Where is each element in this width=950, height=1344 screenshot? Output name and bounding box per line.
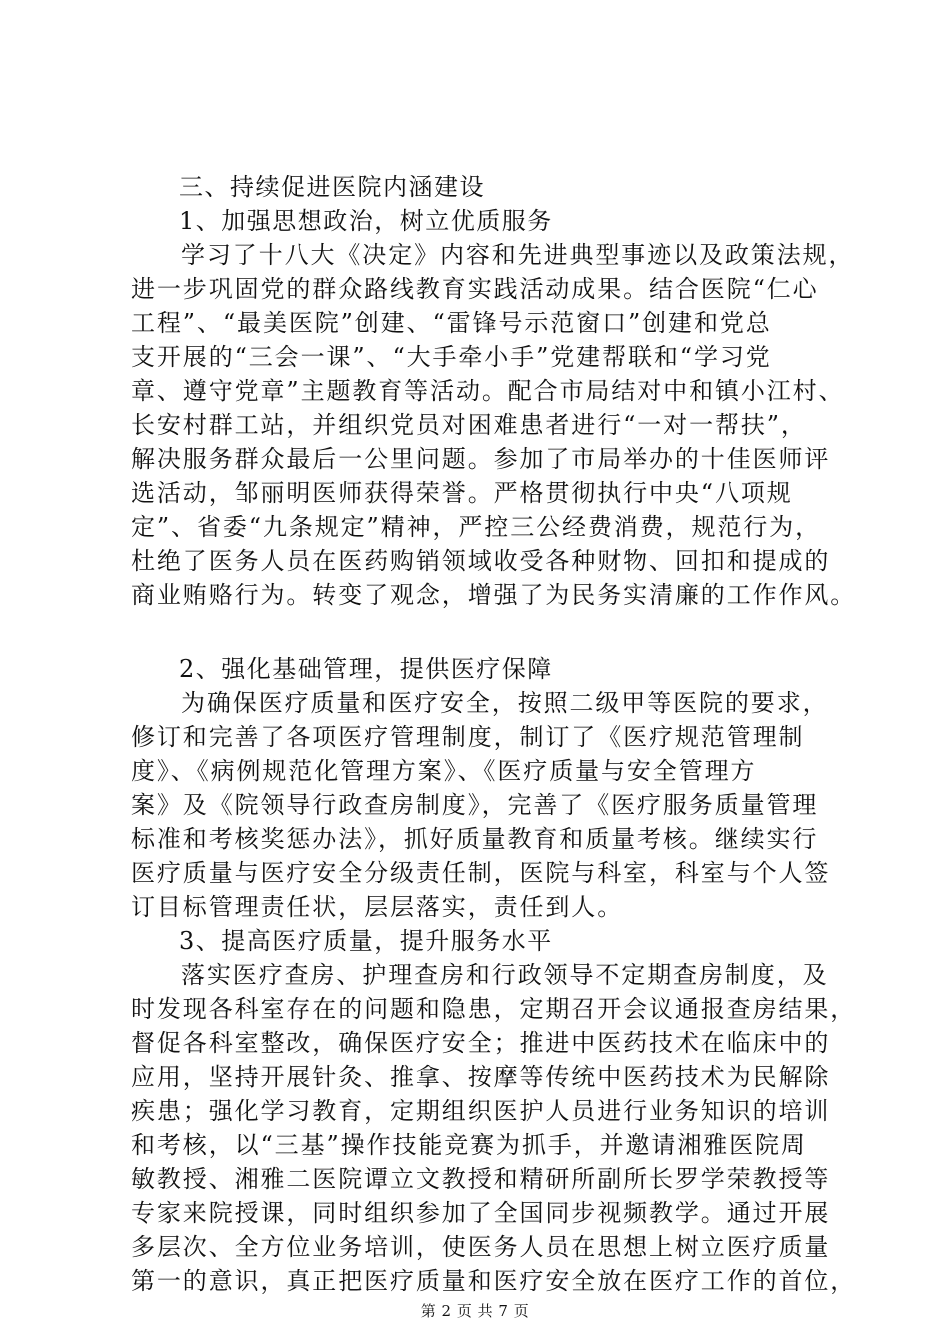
paragraph-line: 应用，坚持开展针灸、推拿、按摩等传统中医药技术为民解除: [131, 1063, 831, 1091]
paragraph-line: 案》及《院领导行政查房制度》，完善了《医疗服务质量管理: [131, 791, 819, 819]
paragraph-line: 疾患；强化学习教育，定期组织医护人员进行业务知识的培训: [131, 1097, 831, 1125]
subsection-heading-1: 1、加强思想政治，树立优质服务: [179, 207, 553, 235]
paragraph-line: 进一步巩固党的群众路线教育实践活动成果。结合医院“仁心: [131, 275, 819, 303]
paragraph-line: 支开展的“三会一课”、“大手牵小手”党建帮联和“学习党: [131, 343, 772, 371]
document-body: [131, 170, 857, 1298]
paragraph-line: 时发现各科室存在的问题和隐患，定期召开会议通报查房结果，: [131, 995, 857, 1023]
paragraph-line: 修订和完善了各项医疗管理制度，制订了《医疗规范管理制: [131, 723, 805, 751]
paragraph-line: 学习了十八大《决定》内容和先进典型事迹以及政策法规，: [181, 241, 855, 269]
paragraph-line: 解决服务群众最后一公里问题。参加了市局举办的十佳医师评: [131, 445, 831, 473]
paragraph-line: 杜绝了医务人员在医药购销领域收受各种财物、回扣和提成的: [131, 547, 831, 575]
paragraph-line: 落实医疗查房、护理查房和行政领导不定期查房制度，及: [181, 961, 829, 989]
section-title: 三、持续促进医院内涵建设: [179, 173, 485, 201]
paragraph-line: 订目标管理责任状，层层落实，责任到人。: [131, 893, 624, 921]
paragraph-line: 度》、《病例规范化管理方案》、《医疗质量与安全管理方: [131, 757, 757, 785]
paragraph-line: 商业贿赂行为。转变了观念，增强了为民务实清廉的工作作风。: [131, 581, 857, 609]
paragraph-line: 工程”、“最美医院”创建、“雷锋号示范窗口”创建和党总: [131, 309, 772, 337]
paragraph-line: 选活动，邹丽明医师获得荣誉。严格贯彻执行中央“八项规: [131, 479, 793, 507]
paragraph-line: 章、遵守党章”主题教育等活动。配合市局结对中和镇小江村、: [131, 377, 845, 405]
paragraph-line: 标准和考核奖惩办法》，抓好质量教育和质量考核。继续实行: [131, 825, 819, 853]
subsection-heading-3: 3、提高医疗质量，提升服务水平: [179, 927, 553, 955]
paragraph-line: 第一的意识，真正把医疗质量和医疗安全放在医疗工作的首位，: [131, 1267, 857, 1295]
paragraph-spacer: [131, 612, 831, 652]
paragraph-line: 定”、省委“九条规定”精神，严控三公经费消费，规范行为，: [131, 513, 822, 541]
paragraph-line: 专家来院授课，同时组织参加了全国同步视频教学。通过开展: [131, 1199, 831, 1227]
page-number-footer: 第 2 页 共 7 页: [420, 1302, 530, 1320]
paragraph-line: 长安村群工站，并组织党员对困难患者进行“一对一帮扶”，: [131, 411, 807, 439]
paragraph-line: 和考核，以“三基”操作技能竞赛为抓手，并邀请湘雅医院周: [131, 1131, 807, 1159]
subsection-heading-2: 2、强化基础管理，提供医疗保障: [179, 655, 553, 683]
paragraph-line: 督促各科室整改，确保医疗安全；推进中医药技术在临床中的: [131, 1029, 831, 1057]
paragraph-line: 多层次、全方位业务培训，使医务人员在思想上树立医疗质量: [131, 1233, 831, 1261]
paragraph-line: 敏教授、湘雅二医院谭立文教授和精研所副所长罗学荣教授等: [131, 1165, 831, 1193]
paragraph-line: 医疗质量与医疗安全分级责任制，医院与科室，科室与个人签: [131, 859, 831, 887]
paragraph-line: 为确保医疗质量和医疗安全，按照二级甲等医院的要求，: [181, 689, 829, 717]
